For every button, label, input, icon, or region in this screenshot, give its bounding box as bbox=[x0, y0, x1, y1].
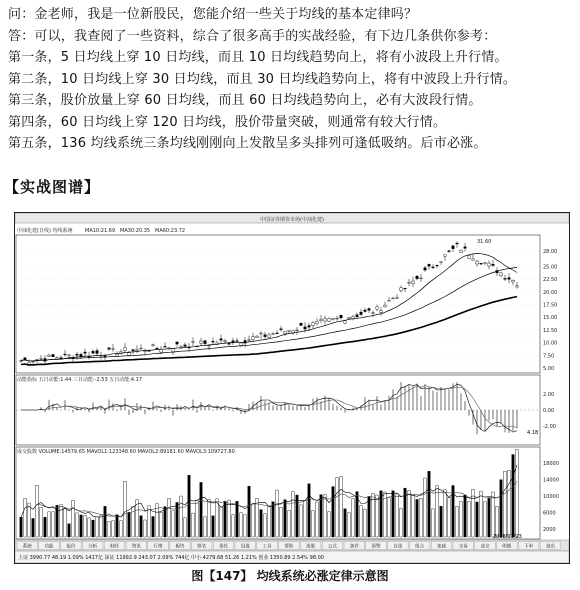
volume-bar bbox=[104, 506, 106, 537]
candle-body bbox=[336, 318, 339, 319]
candle-body bbox=[348, 318, 351, 319]
volume-bar bbox=[236, 501, 238, 537]
volume-bar bbox=[328, 512, 330, 537]
volume-tick-label: 18000 bbox=[543, 461, 559, 468]
candle-body bbox=[24, 358, 27, 360]
candle-body bbox=[228, 343, 231, 344]
price-tick-label: 5.00 bbox=[543, 366, 555, 372]
volume-bar bbox=[396, 494, 398, 537]
candle-body bbox=[164, 346, 167, 347]
candle-body bbox=[312, 323, 315, 326]
osc-axis bbox=[543, 392, 556, 430]
price-tick-label: 22.50 bbox=[543, 277, 558, 284]
volume-bar bbox=[48, 512, 50, 537]
toolbar-tab-label: 明细 bbox=[502, 544, 512, 550]
volume-bar bbox=[72, 500, 74, 537]
volume-bar bbox=[160, 512, 162, 537]
volume-bar bbox=[412, 495, 414, 537]
candle-body bbox=[460, 250, 463, 252]
volume-bar bbox=[332, 487, 334, 537]
question-line: 问：金老师，我是一位新股民，您能介绍一些关于均线的基本定律吗？ bbox=[8, 7, 418, 22]
toolbar-tab-label: 交易 bbox=[458, 544, 468, 550]
volume-bar bbox=[240, 513, 242, 537]
candle-body bbox=[252, 337, 255, 340]
candle-body bbox=[172, 349, 175, 352]
rule-1: 第一条，5 日均线上穿 10 日均线，而且 10 日均线趋势向上，将有小波段上升行情。 bbox=[8, 50, 508, 65]
volume-bar bbox=[388, 498, 390, 537]
price-tick-label: 10.00 bbox=[543, 340, 558, 347]
candle-body bbox=[448, 251, 451, 252]
volume-bar bbox=[260, 510, 262, 537]
candle-body bbox=[128, 353, 131, 356]
candle-body bbox=[384, 305, 387, 307]
volume-bar bbox=[476, 502, 478, 537]
toolbar-tab-label: 报价 bbox=[66, 544, 76, 550]
volume-bar bbox=[228, 500, 230, 537]
candle-body bbox=[316, 321, 319, 324]
volume-bar bbox=[324, 495, 326, 537]
volume-axis bbox=[543, 461, 559, 533]
candle-body bbox=[444, 255, 447, 257]
candle-body bbox=[280, 329, 283, 330]
candle-body bbox=[396, 297, 399, 298]
candle-body bbox=[324, 319, 327, 321]
volume-bar bbox=[140, 516, 142, 537]
volume-bar bbox=[276, 490, 278, 537]
candle-body bbox=[256, 336, 259, 338]
volume-bar bbox=[508, 470, 510, 537]
peak-price-label: 31.60 bbox=[477, 239, 492, 245]
osc-tick-label: -2.00 bbox=[543, 424, 556, 430]
rule-4: 第四条，60 日均线上穿 120 日均线，股价带量突破，则通常有较大行情。 bbox=[8, 114, 447, 130]
candle-body bbox=[428, 264, 431, 266]
candle-body bbox=[76, 354, 79, 355]
volume-bar bbox=[100, 515, 102, 537]
candle-body bbox=[40, 358, 43, 359]
volume-bar bbox=[448, 497, 450, 537]
candle-body bbox=[296, 330, 299, 331]
volume-bar bbox=[436, 486, 438, 537]
status-bar: 上证 3990.77 48.19 1.09% 1417亿 深证 11992.9 243.07 2.09% 744亿 中小 4279.68 51.26 1.21% 创业 1350.89 2.54% 98.00 bbox=[18, 555, 324, 561]
candle-body bbox=[368, 309, 371, 311]
candle-body bbox=[480, 263, 483, 264]
candle-body bbox=[308, 326, 311, 328]
volume-bar bbox=[136, 500, 138, 537]
candle-body bbox=[112, 349, 115, 350]
volume-bar bbox=[80, 515, 82, 537]
candle-body bbox=[416, 276, 419, 279]
candle-body bbox=[276, 333, 279, 334]
rule-5: 第五条，136 均线系统三条均线刚刚向上发散呈多头排列可逢低吸纳。后市必涨。 bbox=[8, 136, 487, 151]
candle-body bbox=[224, 340, 227, 341]
volume-bar bbox=[288, 510, 290, 537]
volume-bar bbox=[488, 498, 490, 537]
candle-body bbox=[504, 278, 507, 279]
candle-body bbox=[212, 341, 215, 342]
volume-bar bbox=[316, 502, 318, 537]
candle-body bbox=[304, 327, 307, 329]
candle-body bbox=[492, 264, 495, 265]
volume-bar bbox=[272, 502, 274, 537]
volume-bar bbox=[192, 513, 194, 537]
candle-body bbox=[68, 355, 71, 356]
price-tick-label: 17.50 bbox=[543, 302, 558, 309]
candle-body bbox=[440, 262, 443, 263]
candle-body bbox=[152, 345, 155, 346]
candle-body bbox=[272, 334, 275, 335]
toolbar-tab-label: 帮助 bbox=[284, 544, 294, 550]
toolbar-tab-label: 系统 bbox=[22, 544, 32, 550]
candle-body bbox=[220, 339, 223, 340]
volume-bar bbox=[440, 506, 442, 537]
volume-tick-label: 10000 bbox=[543, 494, 559, 500]
toolbar-tab-label: 选股 bbox=[306, 544, 316, 550]
volume-bar bbox=[176, 502, 178, 537]
volume-bar bbox=[88, 518, 90, 537]
volume-bar bbox=[480, 491, 482, 537]
candle-body bbox=[468, 256, 471, 259]
candle-body bbox=[500, 273, 503, 276]
volume-bar bbox=[292, 492, 294, 537]
toolbar-tab-label: 资讯 bbox=[131, 544, 141, 550]
volume-bar bbox=[64, 508, 66, 537]
volume-bar bbox=[372, 493, 374, 537]
toolbar-tab-label: 预警 bbox=[371, 544, 381, 550]
toolbar-tab-label: 设置 bbox=[240, 544, 250, 550]
volume-bar bbox=[168, 498, 170, 537]
price-tick-label: 25.00 bbox=[543, 264, 558, 271]
volume-bar bbox=[424, 478, 426, 537]
candle-body bbox=[400, 288, 403, 291]
volume-bar bbox=[248, 486, 250, 537]
candle-body bbox=[248, 340, 251, 341]
rule-2: 第二条，10 日均线上穿 30 日均线，而且 30 日均线趋势向上，将有中波段上升行情。 bbox=[8, 71, 517, 87]
candle-body bbox=[472, 259, 475, 260]
candle-body bbox=[200, 341, 203, 343]
ma30-line bbox=[21, 268, 517, 361]
candle-body bbox=[364, 310, 367, 311]
candle-body bbox=[204, 341, 207, 344]
stock-chart-svg bbox=[15, 213, 569, 563]
candle-body bbox=[516, 286, 519, 287]
volume-bar bbox=[320, 495, 322, 537]
volume-bar bbox=[232, 515, 234, 537]
volume-bar bbox=[500, 480, 502, 537]
candle-body bbox=[176, 342, 179, 344]
candle-body bbox=[184, 345, 187, 346]
volume-bar bbox=[164, 507, 166, 537]
candle-body bbox=[132, 350, 135, 351]
volume-bar bbox=[496, 506, 498, 537]
volume-bar bbox=[92, 520, 94, 537]
volume-bar bbox=[504, 471, 506, 537]
volume-bar bbox=[208, 499, 210, 537]
volume-bar bbox=[280, 507, 282, 537]
toolbar-tab-label: 板块 bbox=[175, 544, 185, 550]
candle-body bbox=[288, 330, 291, 331]
candle-body bbox=[160, 349, 163, 352]
candle-body bbox=[412, 281, 415, 284]
volume-bar bbox=[188, 475, 190, 537]
volume-bar bbox=[108, 521, 110, 537]
volume-bar bbox=[492, 492, 494, 537]
osc-label: 动能指标 五日动能:1.44 三日动能:-2.53 五日动能:4.17 bbox=[17, 377, 143, 383]
toolbar-tab-label: 退出 bbox=[545, 544, 555, 550]
ma60-label: MA60:23.72 bbox=[155, 228, 186, 234]
candle-body bbox=[404, 288, 407, 289]
volume-bar bbox=[420, 498, 422, 537]
volume-bar bbox=[268, 507, 270, 537]
volume-bar bbox=[184, 518, 186, 537]
candle-body bbox=[236, 341, 239, 342]
candle-body bbox=[484, 263, 487, 264]
candle-body bbox=[332, 318, 335, 319]
rule-3: 第三条，股价放量上穿 60 日均线，而且 60 日均线趋势向上，必有大波段行情。 bbox=[8, 93, 482, 108]
volume-bar bbox=[284, 500, 286, 537]
volume-bar bbox=[392, 491, 394, 537]
price-tick-label: 15.00 bbox=[543, 315, 558, 322]
candle-body bbox=[380, 311, 383, 313]
volume-bar bbox=[212, 516, 214, 537]
candle-body bbox=[268, 335, 271, 338]
volume-bar bbox=[484, 502, 486, 537]
toolbar-tab-label: 行情 bbox=[153, 544, 163, 550]
candle-body bbox=[140, 348, 143, 349]
toolbar-tab-label: 条件 bbox=[349, 544, 359, 550]
candle-body bbox=[432, 267, 435, 268]
volume-tick-label: 6000 bbox=[543, 510, 556, 517]
volume-tick-label: 2000 bbox=[543, 526, 556, 533]
volume-bar bbox=[348, 513, 350, 537]
candle-body bbox=[264, 335, 267, 337]
osc-readout: 4.18 bbox=[527, 430, 539, 436]
candle-body bbox=[36, 359, 39, 360]
candle-body bbox=[420, 278, 423, 279]
candle-body bbox=[284, 331, 287, 333]
volume-bar bbox=[432, 509, 434, 537]
candlesticks bbox=[20, 241, 519, 366]
volume-bar bbox=[68, 524, 70, 537]
toolbar-tab-label: 排名 bbox=[197, 544, 207, 550]
candle-body bbox=[104, 356, 107, 357]
volume-bar bbox=[352, 499, 354, 537]
vol-label: 成交股数 VOLUME:14579.65 MAVOL1:123348.60 MAVOL2:89181.60 MAVOL3:109727.80 bbox=[17, 449, 235, 455]
volume-bar bbox=[444, 490, 446, 537]
toolbar-tab-label: 工具 bbox=[262, 544, 272, 550]
price-grid bbox=[16, 251, 540, 368]
candle-body bbox=[44, 359, 47, 362]
volume-bar bbox=[196, 500, 198, 537]
price-tick-label: 7.50 bbox=[543, 353, 555, 360]
candle-body bbox=[340, 315, 343, 318]
candle-body bbox=[512, 280, 515, 282]
volume-bar bbox=[128, 512, 130, 537]
candle-body bbox=[260, 333, 263, 334]
candle-body bbox=[48, 355, 51, 356]
volume-bar bbox=[216, 499, 218, 537]
candle-body bbox=[356, 315, 359, 317]
volume-bar bbox=[120, 521, 122, 537]
volume-bar bbox=[36, 485, 38, 537]
toolbar-tab-label: 分析 bbox=[88, 544, 98, 550]
candle-body bbox=[424, 268, 427, 270]
ma60-line bbox=[21, 297, 517, 365]
ma10-label: MA10:21.69 bbox=[85, 228, 116, 234]
answer-line: 答：可以，我查阅了一些资料，综合了很多高手的实战经验，有下边几条供你参考： bbox=[8, 28, 497, 44]
volume-bar bbox=[200, 482, 202, 537]
price-axis bbox=[543, 249, 557, 372]
toolbar-tab-label: 下单 bbox=[524, 544, 534, 550]
candle-body bbox=[96, 351, 99, 354]
candle-body bbox=[300, 323, 303, 325]
candle-body bbox=[372, 313, 375, 314]
candle-body bbox=[508, 278, 511, 280]
volume-bar bbox=[224, 502, 226, 537]
toolbar-tab-label: 财经 bbox=[109, 544, 119, 550]
volume-bars bbox=[20, 449, 518, 537]
volume-bar bbox=[512, 455, 514, 537]
volume-bar bbox=[296, 495, 298, 537]
candle-body bbox=[392, 298, 395, 299]
candle-body bbox=[328, 318, 331, 321]
volume-bar bbox=[124, 481, 126, 537]
candle-body bbox=[84, 352, 87, 353]
volume-bar bbox=[360, 506, 362, 537]
volume-bar bbox=[20, 517, 22, 537]
volume-bar bbox=[344, 509, 346, 537]
volume-bar bbox=[252, 504, 254, 537]
volume-bar bbox=[400, 509, 402, 537]
toolbar-tab-label: 成交 bbox=[480, 544, 490, 550]
ma30-label: MA30:20.35 bbox=[120, 228, 151, 234]
volume-bar bbox=[144, 520, 146, 537]
volume-bar bbox=[112, 521, 114, 537]
toolbar-tab-label: 功能 bbox=[44, 544, 54, 550]
toolbar-tab-label: 委托 bbox=[218, 544, 228, 550]
candle-body bbox=[436, 265, 439, 266]
candle-body bbox=[52, 354, 55, 356]
volume-bar bbox=[464, 495, 466, 537]
candle-body bbox=[456, 243, 459, 244]
toolbar-tab-label: 加减 bbox=[436, 544, 446, 550]
volume-bar bbox=[84, 515, 86, 537]
volume-bar bbox=[28, 503, 30, 537]
volume-bar bbox=[304, 501, 306, 537]
volume-bar bbox=[428, 471, 430, 537]
candle-body bbox=[92, 351, 95, 353]
volume-bar bbox=[468, 501, 470, 537]
toolbar-tab-label: 公式 bbox=[327, 544, 337, 550]
volume-tick-label: 14000 bbox=[543, 477, 559, 484]
volume-bar bbox=[24, 498, 26, 537]
volume-bar bbox=[180, 496, 182, 537]
candle-body bbox=[388, 300, 391, 301]
volume-bar bbox=[376, 495, 378, 537]
volume-bar bbox=[516, 449, 518, 537]
figure-caption: 图【147】 均线系统必涨定律示意图 bbox=[191, 569, 389, 583]
volume-bar bbox=[148, 506, 150, 537]
candle-body bbox=[60, 358, 63, 359]
volume-bar bbox=[204, 517, 206, 537]
price-tick-label: 12.50 bbox=[543, 327, 558, 334]
volume-bar bbox=[220, 507, 222, 537]
volume-bar bbox=[364, 509, 366, 537]
window-title: 中国证券期货市场(中油化建) bbox=[260, 217, 324, 223]
volume-bar bbox=[152, 517, 154, 537]
volume-bar bbox=[116, 515, 118, 537]
volume-bar bbox=[40, 507, 42, 537]
volume-bar bbox=[76, 513, 78, 537]
candle-body bbox=[124, 348, 127, 351]
candle-body bbox=[408, 282, 411, 283]
price-tick-label: 28.00 bbox=[543, 249, 558, 256]
candle-body bbox=[192, 341, 195, 342]
volume-bar bbox=[264, 514, 266, 537]
candle-body bbox=[476, 261, 479, 264]
price-tick-label: 20.00 bbox=[543, 289, 558, 296]
candle-body bbox=[64, 354, 67, 355]
candle-body bbox=[240, 343, 243, 346]
candle-body bbox=[488, 263, 491, 266]
volume-bar bbox=[32, 518, 34, 537]
volume-bar bbox=[336, 478, 338, 537]
volume-bar bbox=[312, 511, 314, 537]
osc-tick-label: 0.00 bbox=[543, 408, 555, 414]
volume-bar bbox=[244, 515, 246, 537]
volume-bar bbox=[52, 512, 54, 537]
volume-bar bbox=[408, 490, 410, 537]
toolbar-tab-label: 组合 bbox=[415, 544, 425, 550]
candle-body bbox=[344, 321, 347, 324]
volume-bar bbox=[460, 501, 462, 537]
candle-body bbox=[136, 349, 139, 350]
volume-bar bbox=[368, 497, 370, 537]
stock-chart-screenshot bbox=[14, 212, 570, 564]
volume-bar bbox=[96, 517, 98, 537]
volume-bar bbox=[340, 476, 342, 537]
candle-body bbox=[360, 312, 363, 314]
date-readout: 2008/03/23 bbox=[493, 534, 522, 540]
volume-bar bbox=[172, 511, 174, 537]
volume-bar bbox=[416, 499, 418, 537]
volume-bar bbox=[300, 505, 302, 537]
osc-tick-label: 2.00 bbox=[543, 392, 555, 398]
candle-body bbox=[108, 348, 111, 349]
candle-body bbox=[376, 307, 379, 309]
bottom-toolbar bbox=[17, 542, 561, 550]
candle-body bbox=[320, 319, 323, 320]
volume-bar bbox=[456, 506, 458, 537]
volume-bar bbox=[308, 484, 310, 537]
candle-body bbox=[452, 246, 455, 249]
ma10-line bbox=[21, 254, 517, 361]
toolbar-tab-label: 自选 bbox=[393, 544, 403, 550]
stock-label: 中油化建(日线) 均线系统 bbox=[17, 228, 73, 234]
section-title: 【实战图谱】 bbox=[4, 178, 101, 196]
volume-bar bbox=[44, 517, 46, 537]
candle-body bbox=[156, 348, 159, 349]
candle-body bbox=[464, 247, 467, 249]
qa-block bbox=[8, 4, 574, 155]
